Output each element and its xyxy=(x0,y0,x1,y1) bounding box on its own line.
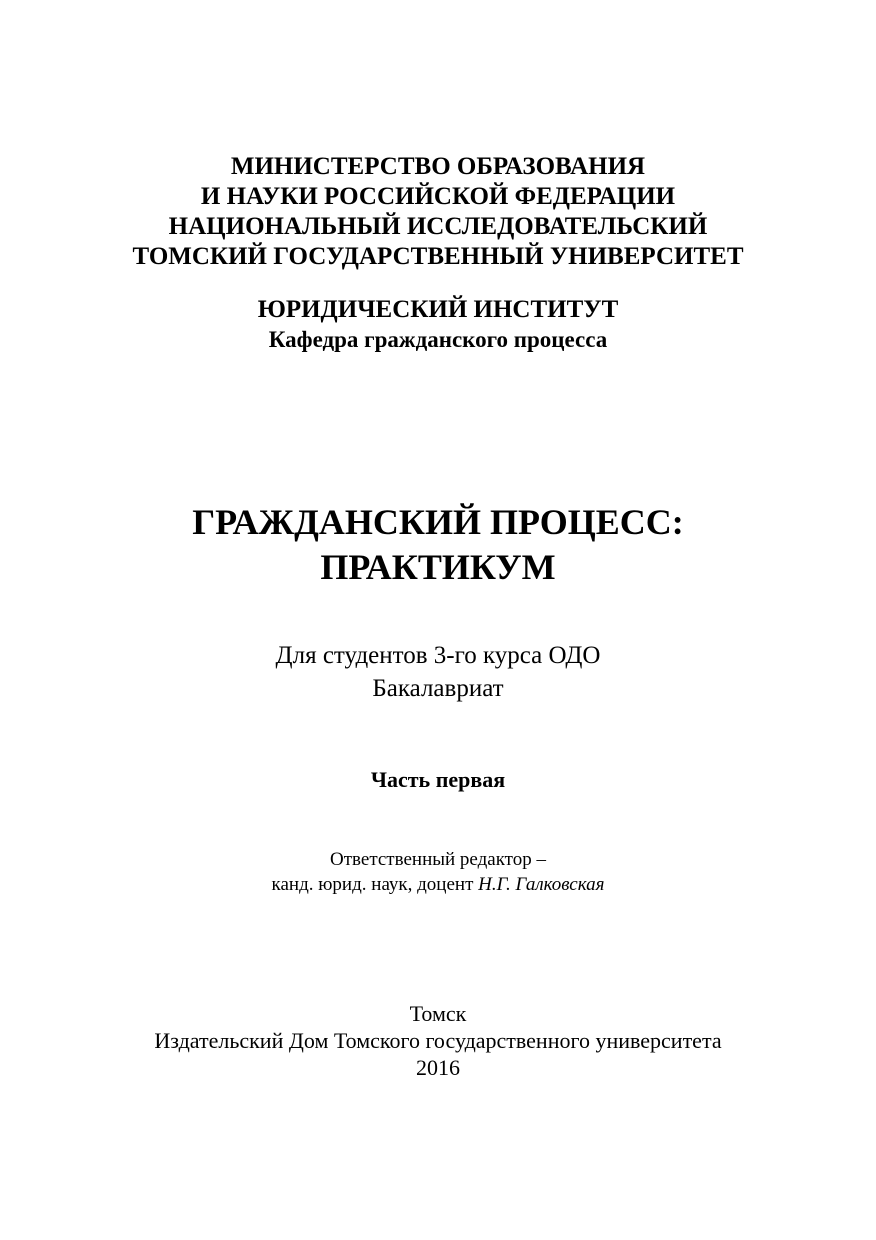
title-line-2: ПРАКТИКУМ xyxy=(320,547,556,587)
degree-level: Бакалавриат xyxy=(372,675,504,702)
editor-block xyxy=(0,847,876,897)
editor-credentials: канд. юрид. наук, доцент xyxy=(271,874,479,895)
title-line-1: ГРАЖДАНСКИЙ ПРОЦЕСС: xyxy=(192,502,684,542)
ministry-line: И НАУКИ РОССИЙСКОЙ ФЕДЕРАЦИИ xyxy=(200,183,676,210)
editor-role: Ответственный редактор – xyxy=(330,849,546,870)
imprint-city: Томск xyxy=(409,1001,467,1026)
imprint-year: 2016 xyxy=(416,1055,460,1080)
department-name: Кафедра гражданского процесса xyxy=(268,327,608,352)
imprint-publisher: Издательский Дом Томского государственного университета xyxy=(154,1028,722,1053)
editor-credentials-line xyxy=(0,872,876,897)
ministry-line: ТОМСКИЙ ГОСУДАРСТВЕННЫЙ УНИВЕРСИТЕТ xyxy=(132,243,744,270)
audience-line: Для студентов 3-го курса ОДО xyxy=(275,642,601,669)
institute-name: ЮРИДИЧЕСКИЙ ИНСТИТУТ xyxy=(257,296,619,323)
ministry-line: НАЦИОНАЛЬНЫЙ ИССЛЕДОВАТЕЛЬСКИЙ xyxy=(168,213,708,240)
audience-block xyxy=(0,639,876,705)
editor-name: Н.Г. Галковская xyxy=(478,874,605,895)
ministry-header xyxy=(0,152,876,272)
institute-block xyxy=(0,295,876,355)
imprint-block xyxy=(0,1000,876,1081)
ministry-line: МИНИСТЕРСТВО ОБРАЗОВАНИЯ xyxy=(230,153,646,180)
part-label: Часть первая xyxy=(370,767,506,792)
document-title xyxy=(0,500,876,590)
